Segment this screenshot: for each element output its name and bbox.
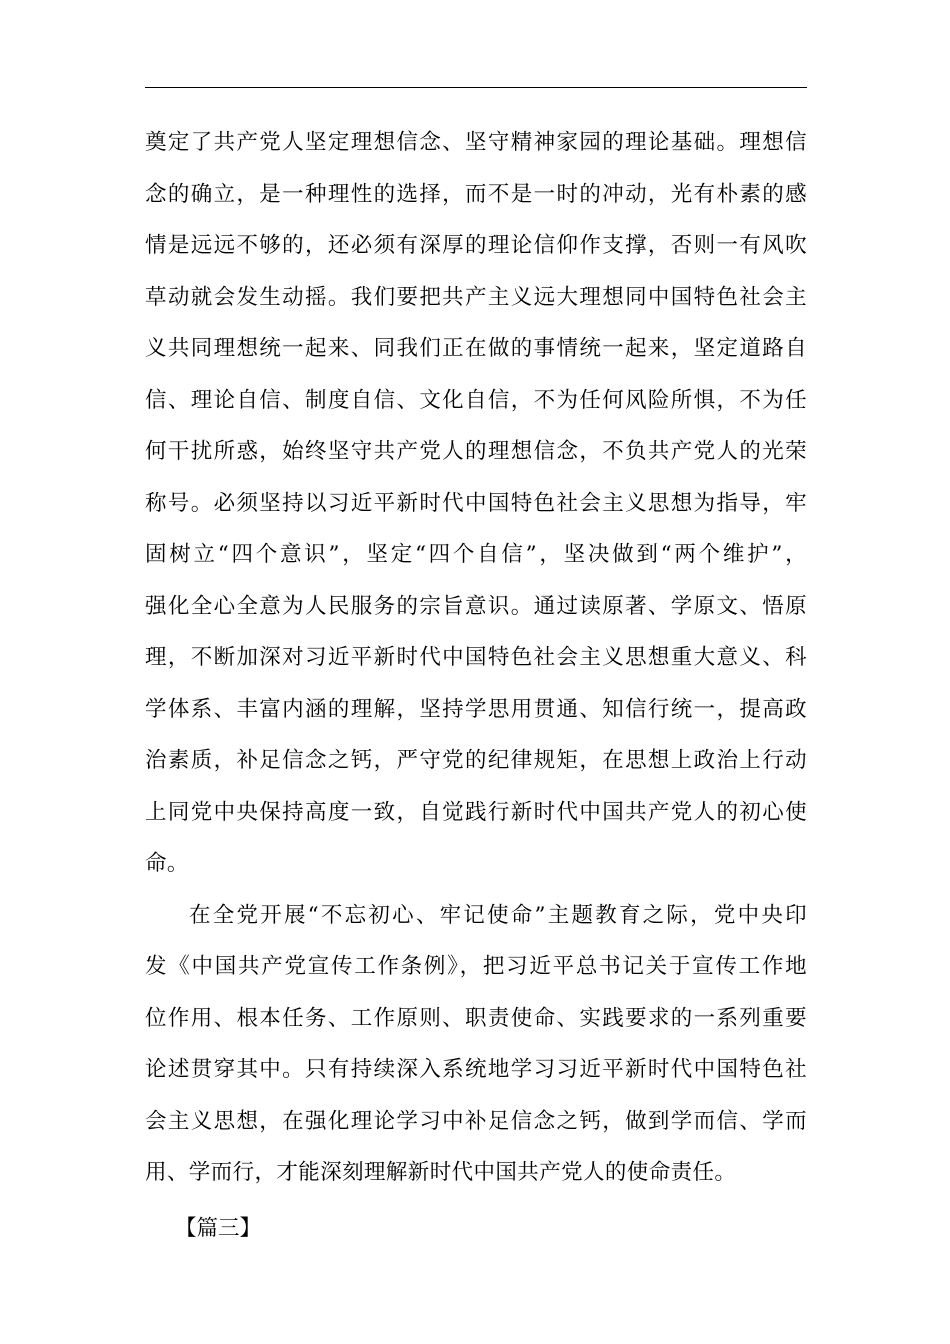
paragraph-line: 命。 [145,851,189,876]
paragraph-line: 治素质，补足信念之钙，严守党的纪律规矩，在思想上政治上行动 [145,748,807,773]
paragraph-line: 念的确立，是一种理性的选择，而不是一时的冲动，光有朴素的感 [145,181,807,207]
paragraph-line: 称号。必须坚持以习近平新时代中国特色社会主义思想为指导，牢 [145,490,807,516]
paragraph-line: 在全党开展“不忘初心、牢记使命”主题教育之际，党中央印 [189,902,807,928]
paragraph-line: 位作用、根本任务、工作原则、职责使命、实践要求的一系列重要 [145,1005,807,1031]
paragraph-line: 会主义思想，在强化理论学习中补足信念之钙，做到学而信、学而 [145,1108,807,1134]
paragraph-line: 强化全心全意为人民服务的宗旨意识。通过读原著、学原文、悟原 [145,593,807,619]
paragraph-1 [145,117,807,890]
paragraph-line: 发《中国共产党宣传工作条例》，把习近平总书记关于宣传工作地 [145,954,807,979]
paragraph-line: 义共同理想统一起来、同我们正在做的事情统一起来，坚定道路自 [145,336,807,361]
paragraph-line: 用、学而行，才能深刻理解新时代中国共产党人的使命责任。 [145,1160,737,1185]
paragraph-line: 信、理论自信、制度自信、文化自信，不为任何风险所惧，不为任 [145,387,807,413]
paragraph-line: 何干扰所惑，始终坚守共产党人的理想信念，不负共产党人的光荣 [145,439,807,464]
paragraph-line: 奠定了共产党人坚定理想信念、坚守精神家园的理论基础。理想信 [145,130,807,155]
paragraph-line: 学体系、丰富内涵的理解，坚持学思用贯通、知信行统一，提高政 [145,696,807,722]
section-heading: 【篇三】 [175,1215,262,1241]
paragraph-line: 理，不断加深对习近平新时代中国特色社会主义思想重大意义、科 [145,645,807,670]
document-body [145,117,807,1254]
paragraph-2 [145,890,807,1199]
paragraph-line: 上同党中央保持高度一致，自觉践行新时代中国共产党人的初心使 [145,799,807,825]
paragraph-line: 固树立“四个意识”，坚定“四个自信”，坚决做到“两个维护”， [145,542,807,567]
paragraph-line: 论述贯穿其中。只有持续深入系统地学习习近平新时代中国特色社 [145,1057,807,1082]
header-rule [145,87,807,88]
paragraph-line: 草动就会发生动摇。我们要把共产主义远大理想同中国特色社会主 [145,284,807,310]
paragraph-line: 情是远远不够的，还必须有深厚的理论信仰作支撑，否则一有风吹 [145,233,807,258]
